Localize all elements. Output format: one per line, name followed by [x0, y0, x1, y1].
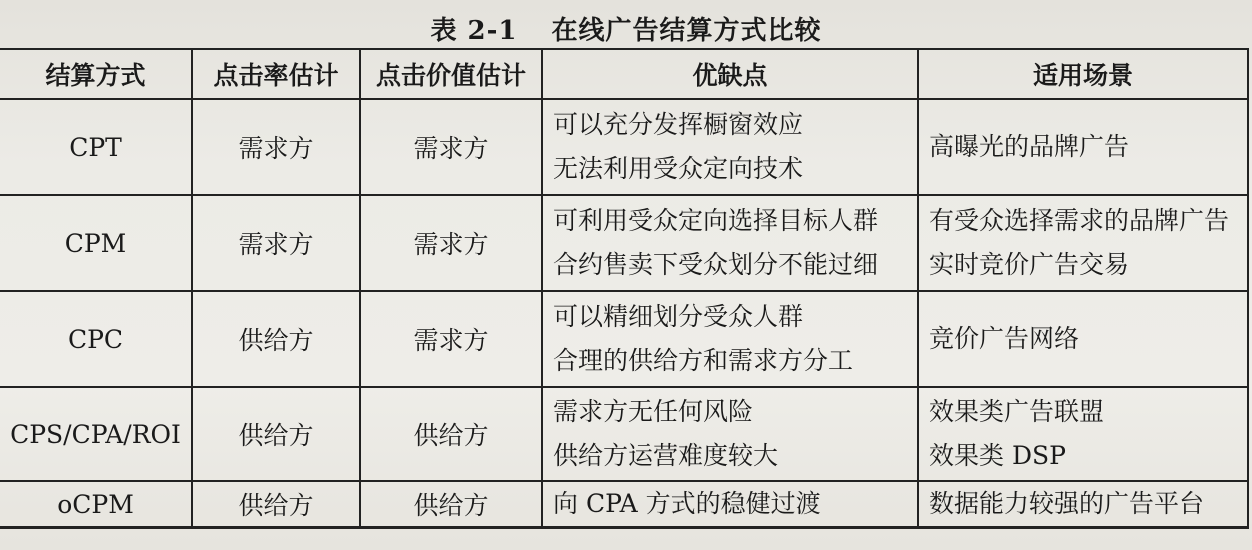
table-row: [0, 387, 1248, 481]
table-header-row: [0, 49, 1248, 99]
pros-cons-line: 合理的供给方和需求方分工: [553, 346, 854, 375]
method-cell: CPS/CPA/ROI: [0, 387, 192, 481]
pros-cons-line: 合约售卖下受众划分不能过细: [553, 250, 879, 279]
scenario-cell: [918, 195, 1248, 291]
scenario-cell: [918, 481, 1248, 528]
header-scenario: 适用场景: [918, 49, 1248, 99]
table-number: 表 2-1: [430, 16, 518, 46]
value-cell: 需求方: [360, 99, 542, 195]
pros-cons-cell: [542, 99, 918, 195]
scenario-line: 竞价广告网络: [929, 324, 1080, 353]
pros-cons-line: 可以充分发挥橱窗效应: [553, 110, 804, 139]
scenario-line: 数据能力较强的广告平台: [929, 489, 1205, 518]
value-cell: 供给方: [360, 387, 542, 481]
table-row: [0, 99, 1248, 195]
table-title: 在线广告结算方式比较: [551, 16, 822, 46]
scenario-line: 效果类广告联盟: [929, 397, 1105, 426]
pros-cons-line: 供给方运营难度较大: [553, 441, 779, 470]
method-cell: CPT: [0, 99, 192, 195]
table-row: [0, 195, 1248, 291]
header-ctr-estimate: 点击率估计: [192, 49, 360, 99]
ctr-cell: 供给方: [192, 481, 360, 528]
pros-cons-line: 需求方无任何风险: [553, 397, 754, 426]
scenario-line: 有受众选择需求的品牌广告: [929, 206, 1230, 235]
header-pros-cons: 优缺点: [542, 49, 918, 99]
pros-cons-cell: [542, 291, 918, 387]
scenario-cell: [918, 387, 1248, 481]
pros-cons-cell: [542, 387, 918, 481]
method-cell: CPC: [0, 291, 192, 387]
method-cell: CPM: [0, 195, 192, 291]
ctr-cell: 需求方: [192, 195, 360, 291]
table-row: [0, 291, 1248, 387]
scenario-line: 实时竞价广告交易: [929, 250, 1130, 279]
pros-cons-cell: [542, 195, 918, 291]
header-value-estimate: 点击价值估计: [360, 49, 542, 99]
pros-cons-line: 可利用受众定向选择目标人群: [553, 206, 879, 235]
pros-cons-line: 向 CPA 方式的稳健过渡: [553, 489, 821, 518]
ctr-cell: 供给方: [192, 387, 360, 481]
header-method: 结算方式: [0, 49, 192, 99]
scenario-line: 效果类 DSP: [929, 441, 1066, 470]
value-cell: 需求方: [360, 195, 542, 291]
scenario-line: 高曝光的品牌广告: [929, 132, 1130, 161]
table-caption: [0, 10, 1252, 47]
scenario-cell: [918, 99, 1248, 195]
pros-cons-cell: [542, 481, 918, 528]
pros-cons-line: 无法利用受众定向技术: [553, 154, 804, 183]
pros-cons-line: 可以精细划分受众人群: [553, 302, 804, 331]
value-cell: 需求方: [360, 291, 542, 387]
settlement-comparison-table: [0, 48, 1249, 529]
ctr-cell: 供给方: [192, 291, 360, 387]
value-cell: 供给方: [360, 481, 542, 528]
scenario-cell: [918, 291, 1248, 387]
method-cell: oCPM: [0, 481, 192, 528]
ctr-cell: 需求方: [192, 99, 360, 195]
table-row: [0, 481, 1248, 528]
